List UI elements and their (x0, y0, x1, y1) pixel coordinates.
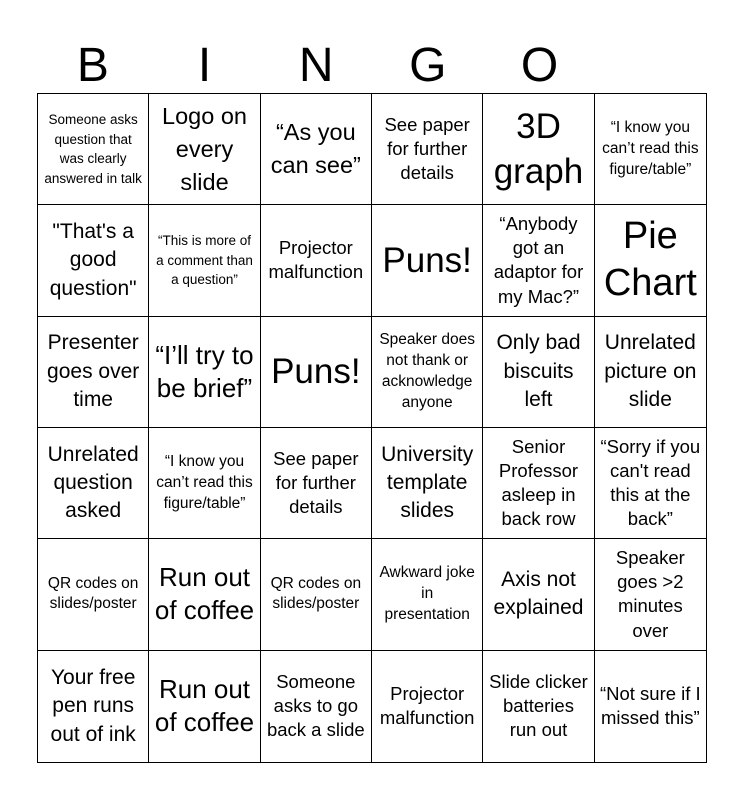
bingo-cell[interactable] (372, 428, 483, 539)
bingo-cell-text: QR codes on slides/poster (270, 574, 362, 613)
bingo-cell[interactable] (38, 94, 149, 205)
header-letter-i: I (197, 39, 212, 92)
bingo-cell[interactable] (595, 651, 706, 762)
header-letter-n: N (298, 39, 334, 92)
bingo-cell-text: Puns! (382, 240, 472, 280)
bingo-cell[interactable] (149, 317, 260, 428)
bingo-cell-text: Senior Professor asleep in back row (498, 436, 579, 530)
bingo-cell-text: Run out of coffee (154, 562, 255, 626)
bingo-cell[interactable] (595, 317, 706, 428)
header-letter-b: B (76, 39, 109, 92)
bingo-cell[interactable] (372, 539, 483, 650)
bingo-cell[interactable] (483, 94, 594, 205)
bingo-cell[interactable] (595, 539, 706, 650)
bingo-cell[interactable] (38, 428, 149, 539)
bingo-cell-text: Awkward joke in presentation (379, 564, 475, 623)
bingo-cell[interactable] (483, 205, 594, 316)
bingo-cell[interactable] (372, 317, 483, 428)
bingo-cell-text: QR codes on slides/poster (47, 574, 139, 613)
bingo-cell[interactable] (149, 205, 260, 316)
bingo-cell[interactable] (149, 428, 260, 539)
bingo-cell[interactable] (261, 317, 372, 428)
bingo-cell-text: Pie Chart (603, 214, 697, 305)
bingo-cell[interactable] (261, 651, 372, 762)
bingo-cell-text: “I know you can’t read this figure/table” (602, 118, 699, 178)
bingo-cell[interactable] (149, 94, 260, 205)
bingo-cell-text: Unrelated picture on slide (604, 331, 697, 411)
bingo-cell[interactable] (38, 317, 149, 428)
bingo-cell-text: Your free pen runs out of ink (50, 665, 136, 746)
bingo-cell-text: “This is more of a comment than a question” (156, 233, 253, 288)
bingo-header (37, 38, 707, 94)
bingo-cell[interactable] (595, 94, 706, 205)
bingo-cell[interactable] (38, 205, 149, 316)
bingo-cell[interactable] (261, 94, 372, 205)
bingo-cell-text: See paper for further details (384, 114, 470, 184)
bingo-cell-text: “Anybody got an adaptor for my Mac?” (493, 213, 584, 307)
bingo-cell-text: Run out of coffee (154, 674, 255, 738)
header-letter-blank (595, 38, 707, 94)
bingo-board (37, 93, 707, 763)
bingo-cell-text: Presenter goes over time (47, 331, 140, 411)
bingo-cell-text: Speaker does not thank or acknowledge anyone (379, 330, 475, 411)
bingo-cell[interactable] (483, 651, 594, 762)
bingo-cell[interactable] (149, 651, 260, 762)
bingo-cell-text: “I’ll try to be brief” (155, 339, 254, 403)
bingo-cell[interactable] (483, 317, 594, 428)
bingo-cell-text: Logo on every slide (162, 102, 247, 195)
bingo-cell[interactable] (372, 205, 483, 316)
bingo-cell[interactable] (372, 94, 483, 205)
bingo-cell-text: “As you can see” (270, 119, 361, 179)
bingo-cell[interactable] (595, 205, 706, 316)
bingo-cell[interactable] (261, 539, 372, 650)
bingo-cell-text: Puns! (271, 352, 361, 392)
bingo-cell[interactable] (149, 539, 260, 650)
bingo-cell-text: Only bad biscuits left (496, 331, 581, 411)
bingo-cell-text: 3D graph (493, 106, 584, 192)
bingo-cell-text: “Not sure if I missed this” (599, 683, 701, 729)
header-letter-o: O (520, 39, 559, 92)
bingo-cell[interactable] (38, 651, 149, 762)
bingo-cell-text: “Sorry if you can't read this at the back” (600, 436, 701, 530)
bingo-cell[interactable] (261, 428, 372, 539)
bingo-cell[interactable] (372, 651, 483, 762)
bingo-cell[interactable] (595, 428, 706, 539)
bingo-cell-text: See paper for further details (273, 448, 359, 518)
bingo-cell-text: Projector malfunction (268, 237, 364, 283)
bingo-cell-text: Speaker goes >2 minutes over (615, 547, 685, 641)
header-letter-g: G (409, 39, 447, 92)
bingo-cell-text: "That's a good question" (49, 219, 137, 300)
bingo-cell[interactable] (483, 428, 594, 539)
bingo-cell[interactable] (38, 539, 149, 650)
bingo-cell-text: Someone asks question that was clearly answered in talk (44, 112, 142, 186)
bingo-cell[interactable] (261, 205, 372, 316)
bingo-cell-text: Projector malfunction (379, 683, 475, 729)
bingo-cell-text: Slide clicker batteries run out (489, 671, 588, 741)
bingo-cell-text: Axis not explained (493, 568, 584, 620)
bingo-cell-text: Someone asks to go back a slide (266, 671, 365, 741)
bingo-cell-text: Unrelated question asked (47, 442, 139, 523)
bingo-cell-text: University template slides (381, 442, 474, 523)
bingo-cell-text: “I know you can’t read this figure/table” (156, 452, 253, 512)
bingo-cell[interactable] (483, 539, 594, 650)
